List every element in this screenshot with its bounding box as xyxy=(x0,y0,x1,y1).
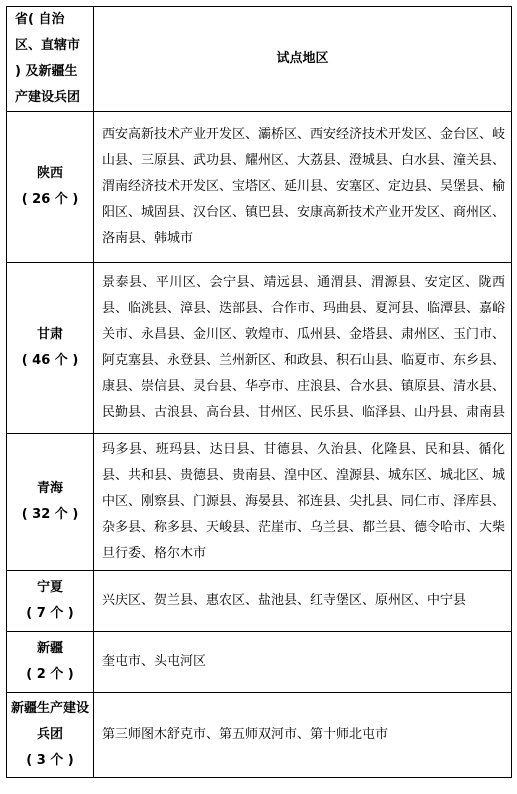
province-cell xyxy=(7,632,94,693)
province-name: 宁夏 xyxy=(36,580,63,595)
province-count: ( 2 个 ) xyxy=(26,667,74,682)
table-header-row xyxy=(7,7,512,112)
areas-cell: 玛多县、班玛县、达日县、甘德县、久治县、化隆县、民和县、循化县、共和县、贵德县、贵南县、湟中区、湟源县、城东区、城北区、城中区、刚察县、门源县、海晏县、祁连县、尖扎县、同仁市、泽库县、杂多县、称多县、天峻县、茫崖市、乌兰县、都兰县、德令哈市、大柴旦行委、格尔木市 xyxy=(94,434,512,571)
header-province-cell xyxy=(7,7,94,112)
province-count: ( 7 个 ) xyxy=(26,606,74,621)
table-row xyxy=(7,263,512,434)
areas-cell: 奎屯市、头屯河区 xyxy=(94,632,512,693)
province-name: 新疆 xyxy=(36,641,63,656)
areas-cell: 西安高新技术产业开发区、灞桥区、西安经济技术开发区、金台区、岐山县、三原县、武功县、耀州区、大荔县、澄城县、白水县、潼关县、渭南经济技术开发区、宝塔区、延川县、安塞区、定边县、吴堡县、榆阳区、城固县、汉台区、镇巴县、安康高新技术产业开发区、商州区、洛南县、韩城市 xyxy=(94,112,512,263)
header-areas-label: 试点地区 xyxy=(276,51,329,66)
province-cell xyxy=(7,112,94,263)
table-row xyxy=(7,632,512,693)
header-province-label: 省( 自治区、直辖市 ) 及新疆生产建设兵团 xyxy=(15,12,81,105)
pilot-areas-table xyxy=(6,6,512,778)
table-row xyxy=(7,693,512,778)
areas-cell: 兴庆区、贺兰县、惠农区、盐池县、红寺堡区、原州区、中宁县 xyxy=(94,571,512,632)
province-count: ( 3 个 ) xyxy=(26,753,74,768)
table-row xyxy=(7,571,512,632)
province-cell xyxy=(7,693,94,778)
province-count: ( 32 个 ) xyxy=(21,507,79,522)
province-name: 青海 xyxy=(36,481,63,496)
province-count: ( 46 个 ) xyxy=(21,353,79,368)
province-cell xyxy=(7,571,94,632)
areas-cell: 景泰县、平川区、会宁县、靖远县、通渭县、渭源县、安定区、陇西县、临洮县、漳县、迭部县、合作市、玛曲县、夏河县、临潭县、嘉峪关市、永昌县、金川区、敦煌市、瓜州县、金塔县、肃州区、玉门市、阿克塞县、永登县、兰州新区、和政县、积石山县、临夏市、东乡县、康县、崇信县、灵台县、华亭市、庄浪县、合水县、镇原县、清水县、民勤县、古浪县、高台县、甘州区、民乐县、临泽县、山丹县、肃南县 xyxy=(94,263,512,434)
province-name: 陕西 xyxy=(36,166,63,181)
province-cell xyxy=(7,263,94,434)
table-row xyxy=(7,434,512,571)
province-name: 甘肃 xyxy=(36,327,63,342)
header-areas-cell xyxy=(94,7,512,112)
areas-cell: 第三师图木舒克市、第五师双河市、第十师北屯市 xyxy=(94,693,512,778)
table-row xyxy=(7,112,512,263)
province-cell xyxy=(7,434,94,571)
province-name: 新疆生产建设兵团 xyxy=(11,701,90,742)
province-count: ( 26 个 ) xyxy=(21,192,79,207)
pilot-areas-table-wrap xyxy=(6,6,511,778)
